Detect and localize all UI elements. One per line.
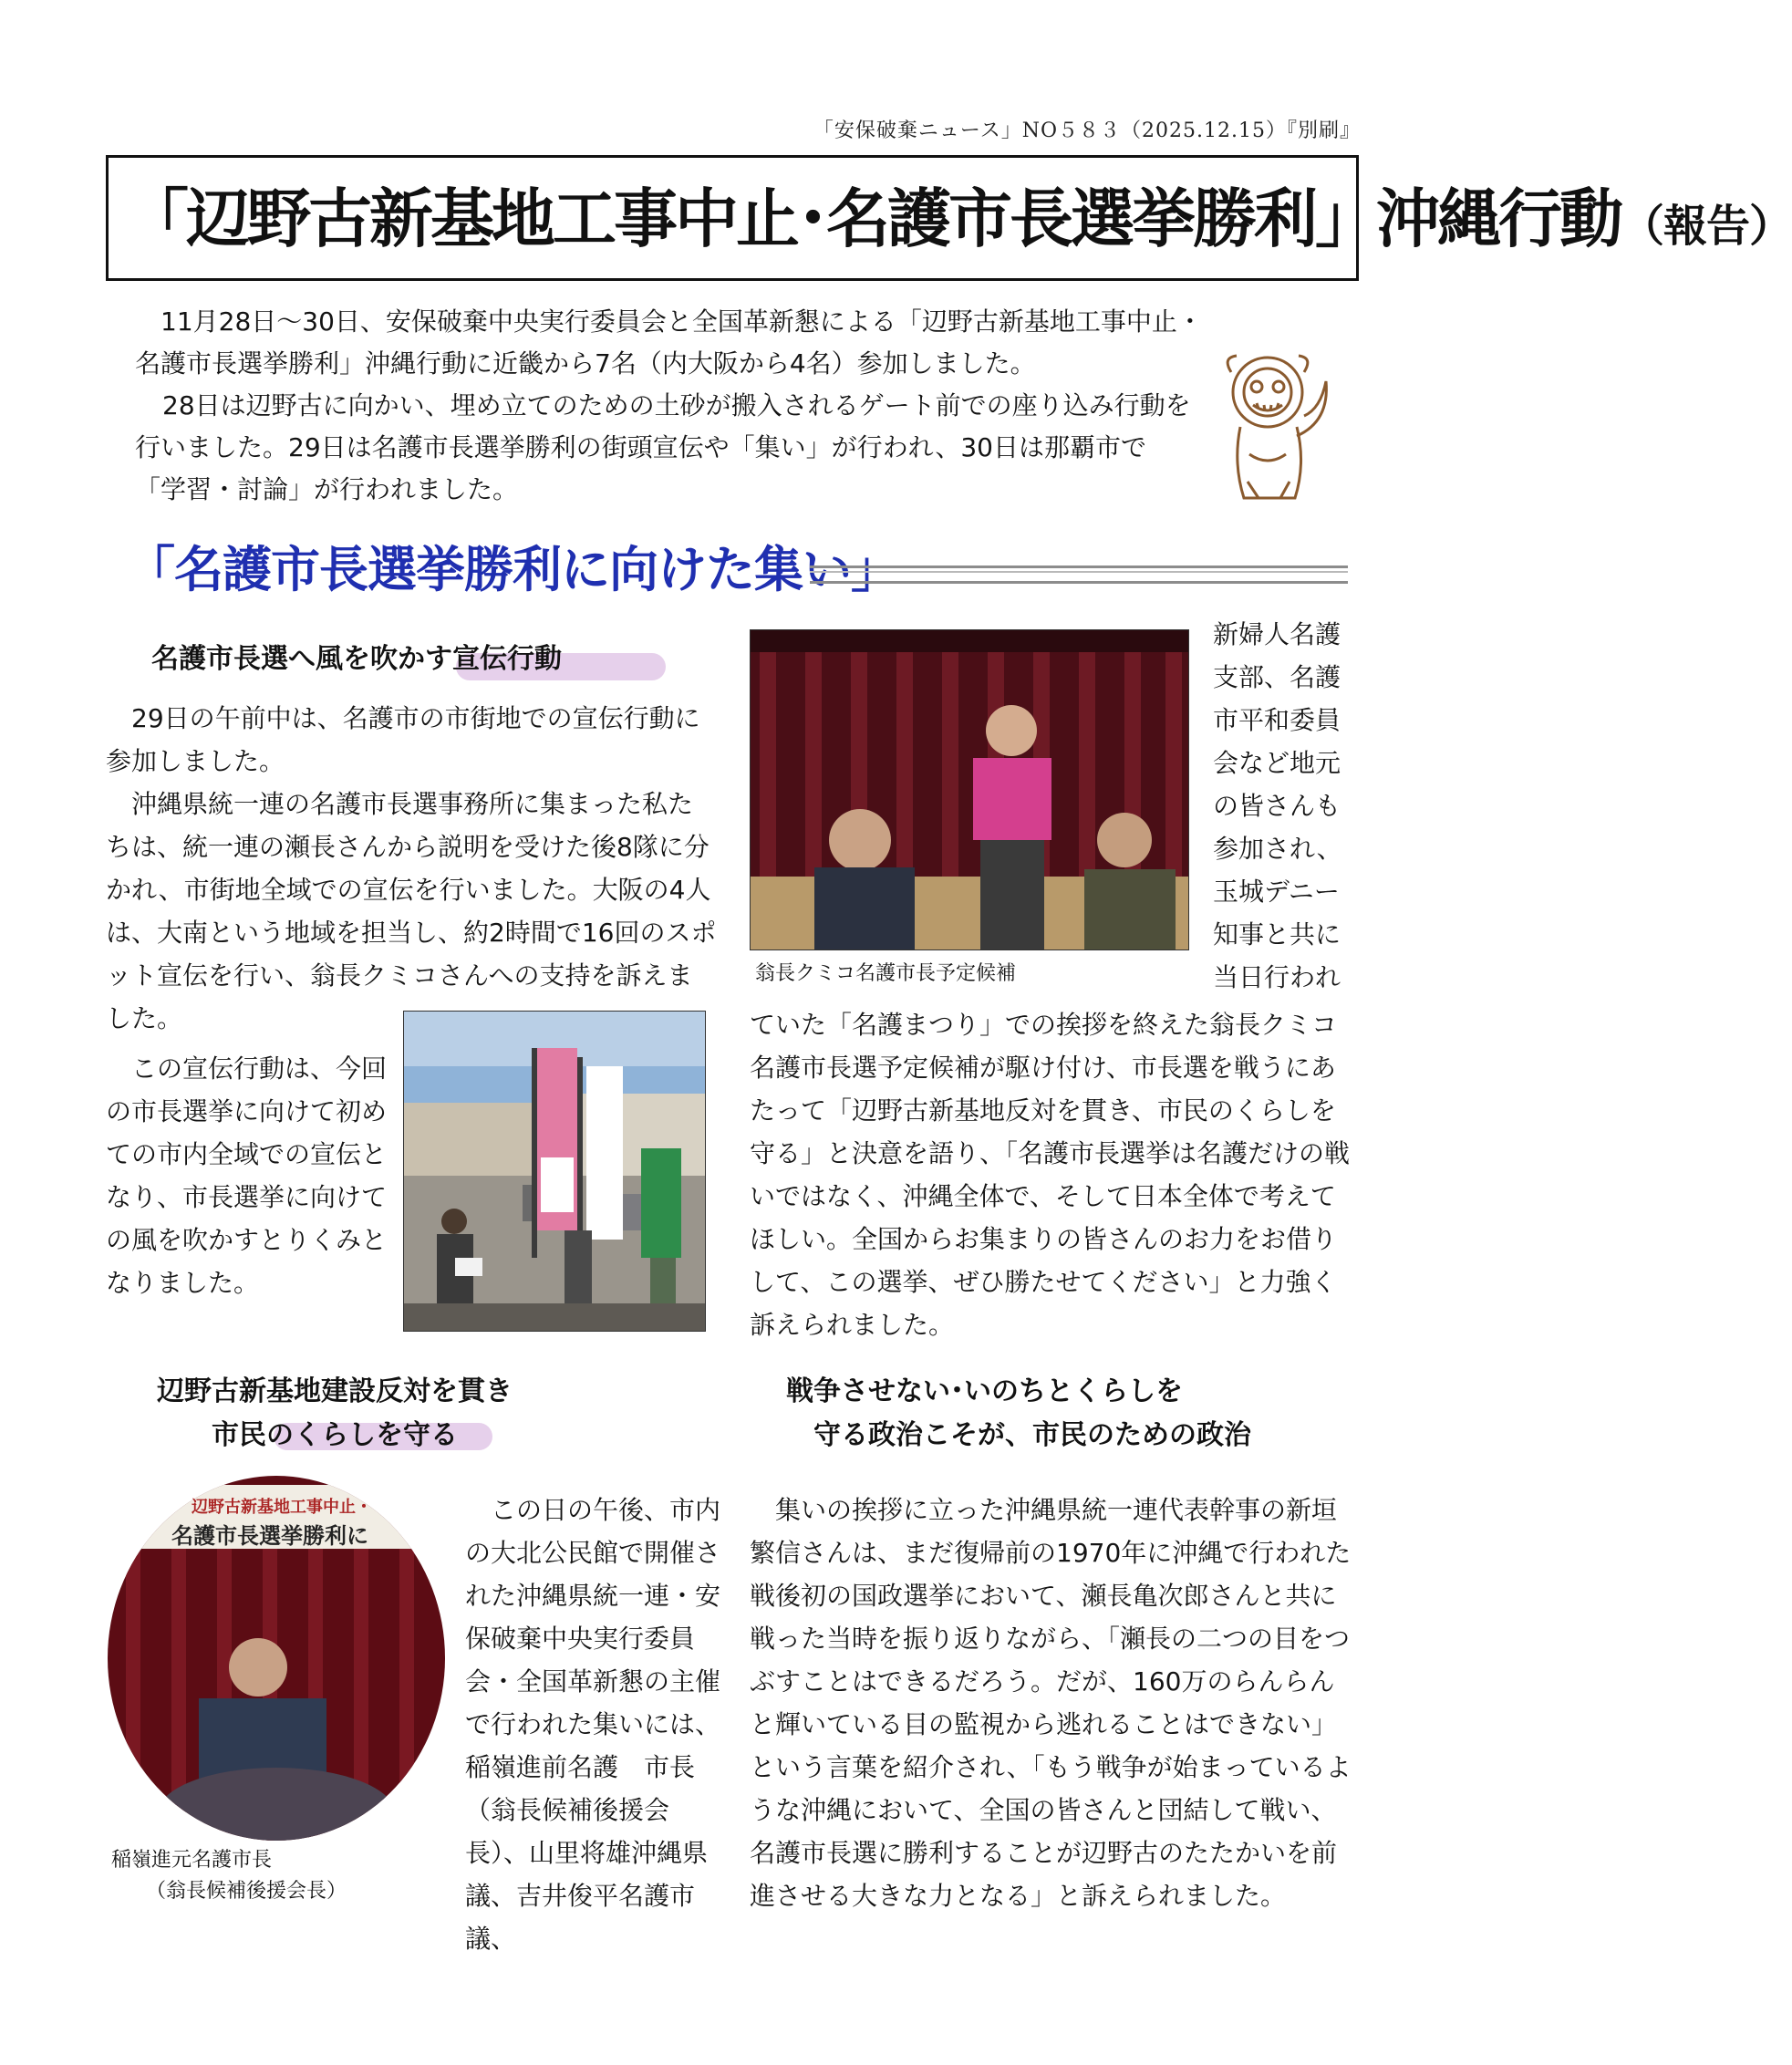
inamine-caption-line-2: （翁長候補後援会長）: [146, 1880, 347, 1903]
newsletter-issue-line: 「安保破棄ニュース」NO５８３（2025.12.15）『別刷』: [813, 119, 1361, 142]
inamine-photo: [108, 1476, 445, 1841]
section-title-rule: [810, 566, 1348, 584]
right-main-text: [750, 1003, 1359, 1346]
page-title: [125, 165, 1792, 280]
sub1-paragraph-2: 沖縄県統一連の名護市長選事務所に集まった私たちは、統一連の瀬長さんから説明を受けた後8隊に分かれ、市街地全域での宣伝を行いました。大阪の4人は、大南という地域を担当し、約2時間で16回のスポット宣伝を行い、翁長クミコさんへの支持を訴えました。: [106, 789, 717, 1033]
sub3-heading-line-1: 戦争させない･いのちとくらしを: [786, 1375, 1183, 1407]
sub1-paragraph-1: 29日の午前中は、名護市の市街地での宣伝行動に参加しました。: [106, 703, 700, 776]
sub1-text-narrow: [106, 1047, 387, 1304]
inamine-photo-banner-line-1: 辺野古新基地工事中止・: [192, 1498, 372, 1517]
sub2-paragraph: この日の午後、市内の大北公民館で開催された沖縄県統一連・安保破棄中央実行委員会・全国革新懇の主催で行われた集いには、稲嶺進前名護 市長（翁長候補後援会長）、山里将雄沖縄県議、吉井俊平名護市議、: [465, 1495, 721, 1954]
intro-paragraph-1: 11月28日～30日、安保破棄中央実行委員会と全国革新懇による「辺野古新基地工事中止・名護市長選挙勝利」沖縄行動に近畿から7名（内大阪から4名）参加しました。: [135, 306, 1203, 379]
right-side-text: [1213, 613, 1359, 999]
shisa-lion-icon: [1213, 345, 1341, 509]
sub3-heading-line-2: 守る政治こそが、市民のための政治: [813, 1419, 1251, 1451]
intro-text: [135, 301, 1211, 511]
sub1-text: [106, 697, 717, 1040]
section-title: 「名護市長選挙勝利に向けた集い」: [126, 541, 899, 598]
intro-paragraph-2: 28日は辺野古に向かい、埋め立てのための土砂が搬入されるゲート前での座り込み行動を行いました。29日は名護市長選挙勝利の街頭宣伝や「集い」が行われ、30日は那覇市で「学習・討論」が行われました。: [135, 390, 1191, 504]
sub2-heading-line-1: 辺野古新基地建設反対を貫き: [157, 1375, 513, 1407]
sub1-heading: 名護市長選へ風を吹かす宣伝行動: [151, 643, 562, 675]
inamine-photo-banner-line-2: 名護市長選挙勝利に: [171, 1523, 368, 1549]
right-side-paragraph: 新婦人名護支部、名護市平和委員会など地元の皆さんも参加され、玉城デニー知事と共に当日行われ: [1213, 619, 1342, 992]
sub3-paragraph: 集いの挨拶に立った沖縄県統一連代表幹事の新垣繁信さんは、まだ復帰前の1970年に沖縄で行われた戦後初の国政選挙において、瀬長亀次郎さんと共に戦った当時を振り返りながら、「瀬長の二つの目をつぶすことはできるだろう。だが、160万のらんらんと輝いている目の監視から逃れることはできない」という言葉を紹介され、「もう戦争が始まっているような沖縄において、全国の皆さんと団結して戦い、名護市長選に勝利することが辺野古のたたかいを前進させる大きな力となる」と訴えられました。: [750, 1495, 1352, 1911]
sub2-heading-line-2: 市民のくらしを守る: [212, 1419, 458, 1451]
page-title-suffix: （報告）: [1621, 201, 1792, 252]
inamine-caption-line-1: 稲嶺進元名護市長: [111, 1849, 273, 1872]
sub2-text: [465, 1489, 720, 1960]
title-box: [106, 155, 1792, 281]
street-campaign-photo: [403, 1011, 706, 1332]
okinaga-photo-caption: 翁長クミコ名護市長予定候補: [755, 962, 1017, 985]
page-title-main: 「辺野古新基地工事中止･名護市長選挙勝利」沖縄行動: [125, 182, 1621, 256]
sub3-text: [750, 1489, 1359, 1917]
right-main-paragraph: ていた「名護まつり」での挨拶を終えた翁長クミコ名護市長選予定候補が駆け付け、市長選を戦うにあたって「辺野古新基地反対を貫き、市民のくらしを守る」と決意を語り、「名護市長選挙は名護だけの戦いではなく、沖縄全体で、そして日本全体で考えてほしい。全国からお集まりの皆さんのお力をお借りして、この選挙、ぜひ勝たせてください」と力強く訴えられました。: [750, 1010, 1351, 1340]
sub1-paragraph-3: この宣伝行動は、今回の市長選挙に向けて初めての市内全域での宣伝となり、市長選挙に向けての風を吹かすとりくみとなりました。: [106, 1053, 388, 1298]
okinaga-speech-photo: [750, 629, 1189, 950]
